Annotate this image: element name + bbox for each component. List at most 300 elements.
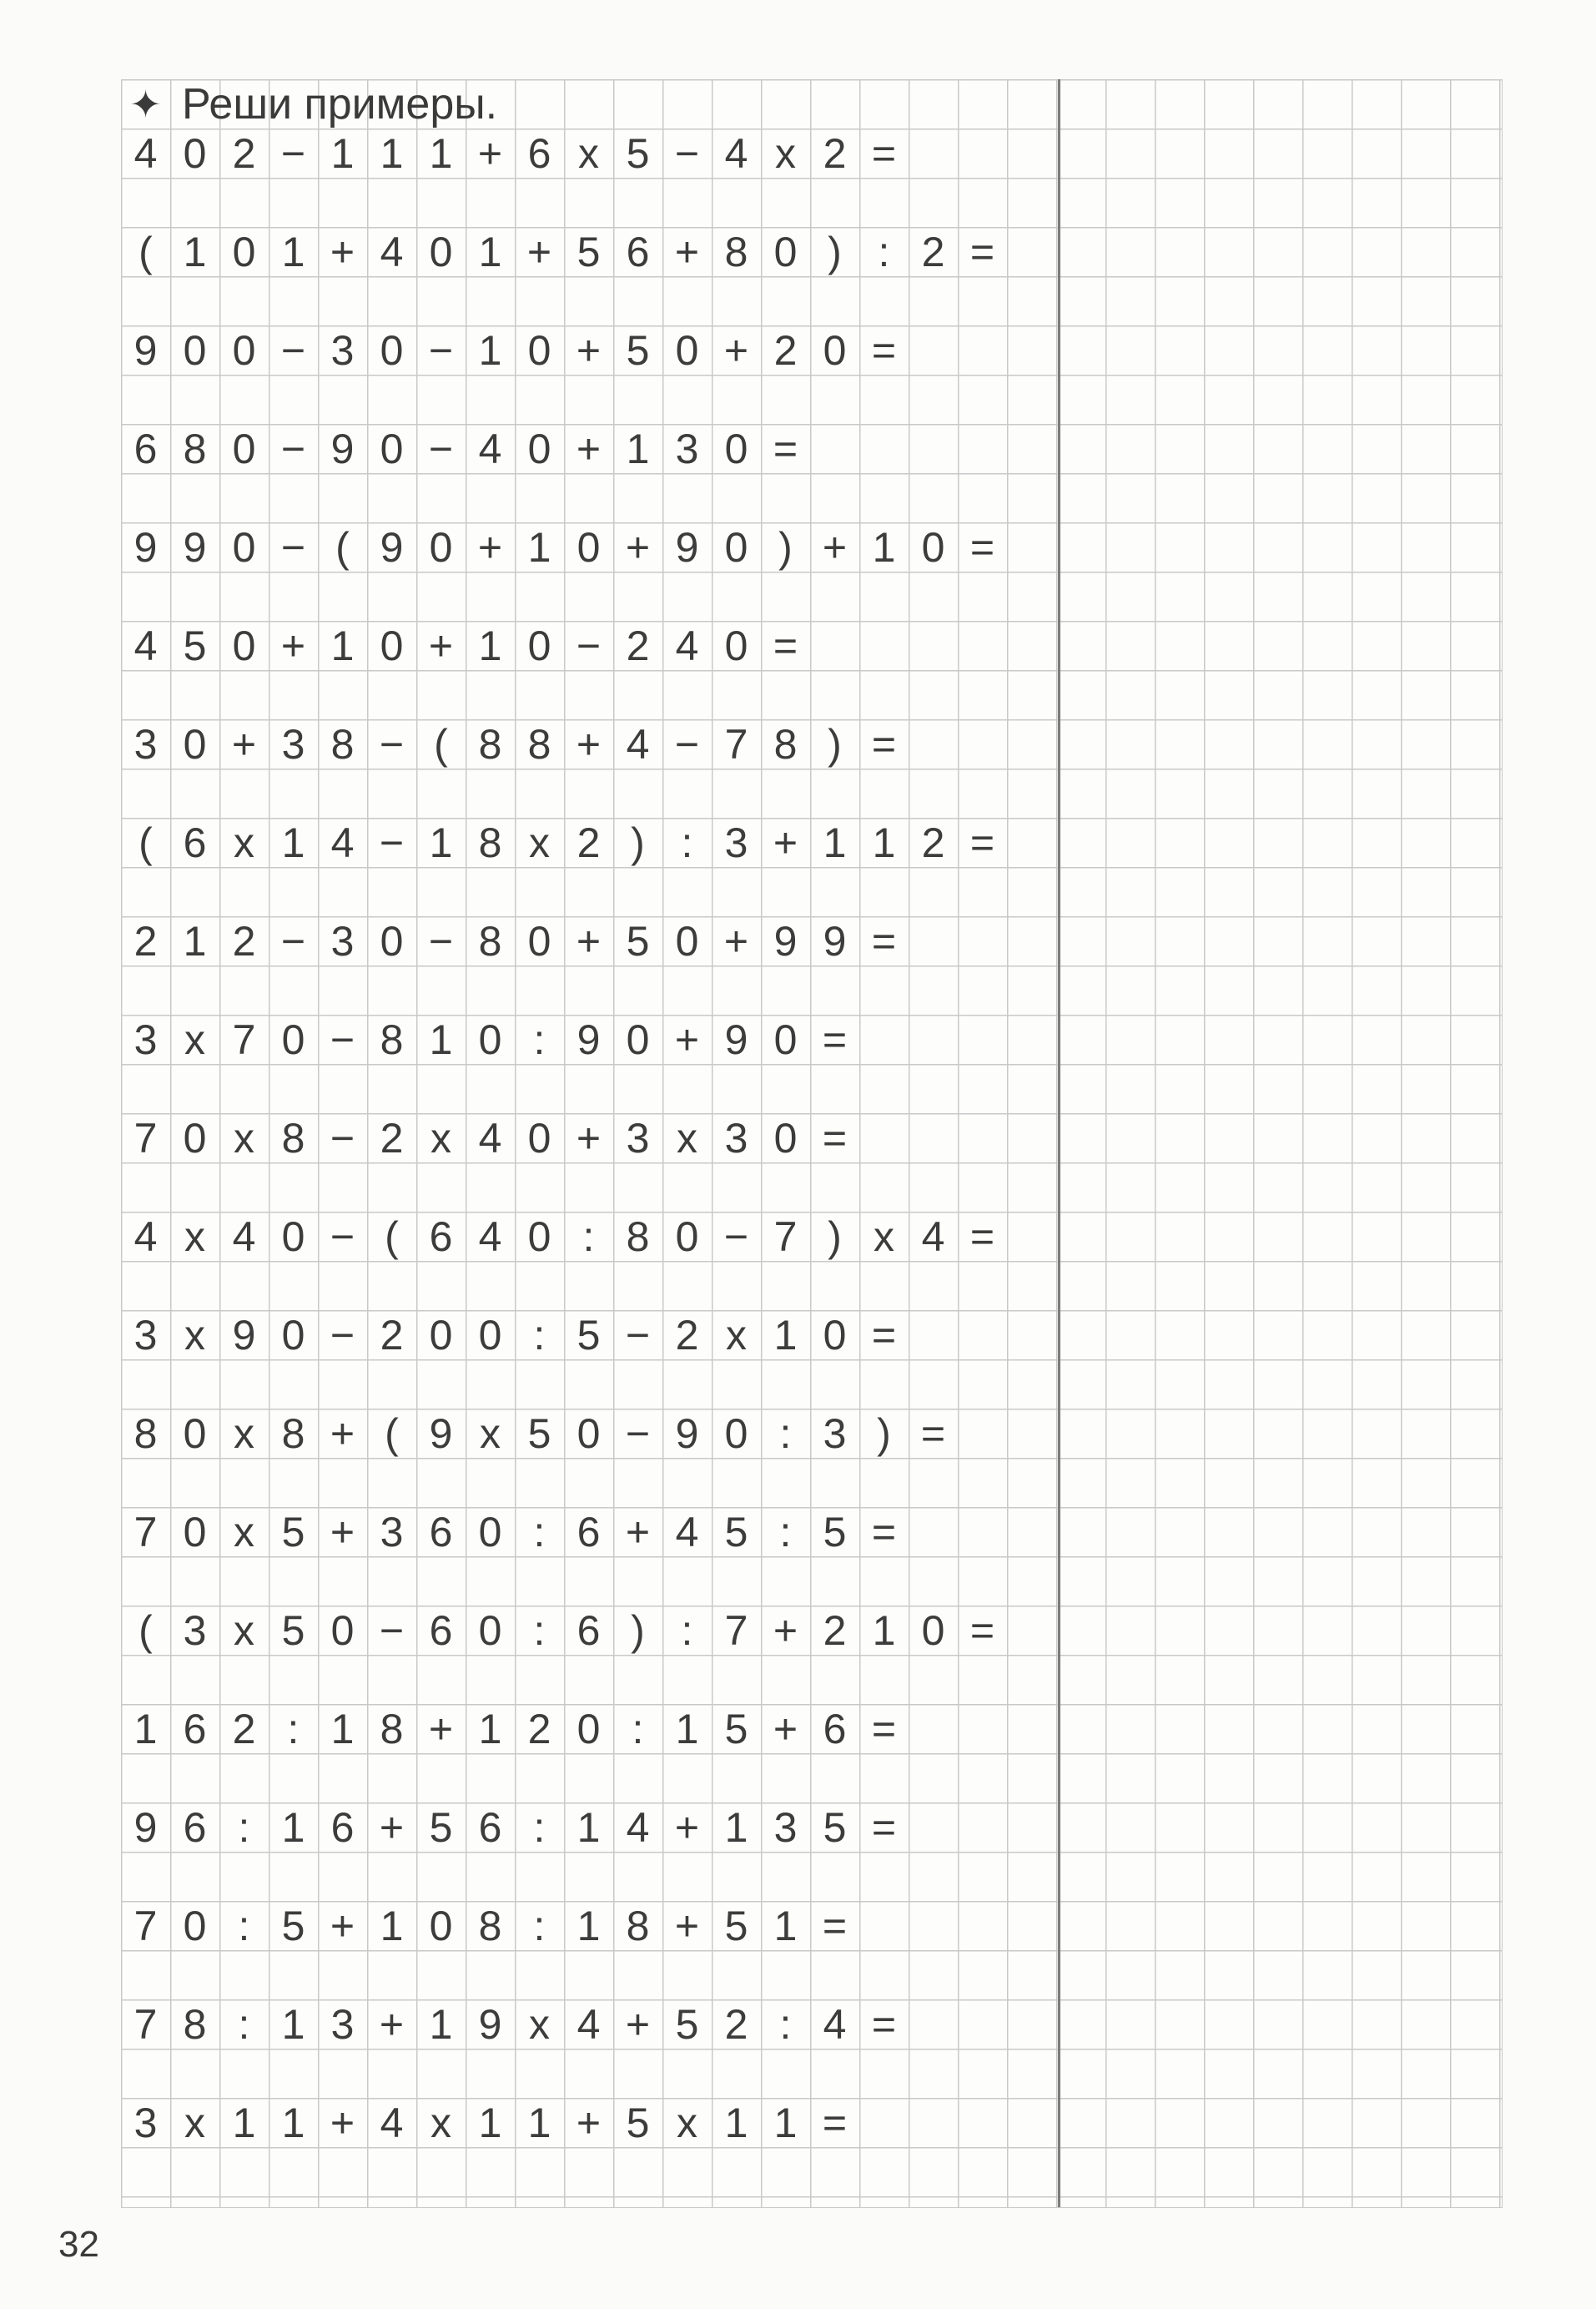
problem-row [121,621,810,670]
problem-char: 0 [429,228,453,275]
problem-char: ) [631,1606,645,1654]
problem-char: : [533,1606,546,1654]
problem-char: = [871,1705,897,1752]
problem-char: 9 [675,1409,699,1457]
problem-char: 9 [330,425,355,472]
problem-char: 6 [576,1508,601,1555]
problem-char: − [428,917,454,965]
problem-char: − [428,425,454,472]
problem-char: 3 [183,1606,207,1654]
problem-char: 1 [330,1705,355,1752]
problem-char: = [871,129,897,177]
problem-char: = [822,1016,848,1063]
problem-char: ) [828,1212,842,1260]
problem-char: − [330,1114,355,1162]
problem-char: x [529,819,550,866]
problem-char: − [674,129,700,177]
problem-char: 0 [183,720,207,768]
problem-char: 5 [626,2099,650,2146]
problem-char: 0 [429,523,453,571]
problem-char: + [576,326,602,374]
problem-char: 8 [478,720,502,768]
problem-char: + [576,917,602,965]
problem-char: 2 [921,819,945,866]
problem-char: 0 [330,1606,355,1654]
problem-char: + [231,720,257,768]
problem-char: 8 [183,2000,207,2048]
problem-char: 9 [133,1803,158,1851]
problem-char: − [674,720,700,768]
problem-char: + [723,917,749,965]
problem-row [121,719,909,769]
problem-char: 6 [576,1606,601,1654]
problem-char: x [430,1114,451,1162]
problem-char: + [330,228,355,275]
problem-char: 0 [724,622,748,669]
problem-char: 0 [281,1016,305,1063]
problem-char: 5 [429,1803,453,1851]
problem-char: 1 [429,1016,453,1063]
problem-char: ) [778,523,793,571]
problem-char: + [773,1705,798,1752]
problem-char: : [533,1803,546,1851]
problem-char: 1 [773,1311,798,1359]
problem-char: + [576,425,602,472]
problem-row [121,1015,859,1064]
problem-char: 9 [773,917,798,965]
problem-char: x [184,1016,205,1063]
problem-row [121,1310,909,1359]
problem-char: 4 [724,129,748,177]
problem-char: 6 [429,1508,453,1555]
problem-char: 5 [183,622,207,669]
problem-char: 1 [872,1606,896,1654]
problem-char: 5 [281,1508,305,1555]
problem-row [121,1999,909,2049]
problem-char: 9 [429,1409,453,1457]
problem-char: 0 [921,1606,945,1654]
problem-char: 7 [133,2000,158,2048]
problem-char: 4 [626,720,650,768]
problem-char: 2 [773,326,798,374]
problem-char: 0 [232,622,256,669]
problem-char: 1 [527,2099,551,2146]
problem-char: = [920,1409,946,1457]
problem-char: 0 [626,1016,650,1063]
problem-char: 1 [576,1803,601,1851]
problem-char: 5 [281,1902,305,1949]
problem-char: + [723,326,749,374]
problem-char: 1 [183,228,207,275]
problem-char: 2 [823,129,847,177]
problem-char: 8 [281,1114,305,1162]
problem-char: 0 [183,326,207,374]
problem-row [121,424,810,473]
instruction-text: Реши примеры. [182,79,498,129]
problem-char: 0 [576,523,601,571]
problem-char: 1 [133,1705,158,1752]
black-four-pointed-star-icon: ✦ [129,82,162,126]
problem-char: 4 [921,1212,945,1260]
problem-char: ( [138,1606,153,1654]
problem-char: 9 [823,917,847,965]
problem-char: x [184,1212,205,1260]
problem-char: 0 [675,917,699,965]
problem-char: + [625,2000,651,2048]
problem-char: 2 [626,622,650,669]
problem-char: 0 [527,1114,551,1162]
problem-char: 5 [724,1705,748,1752]
problem-char: 3 [133,720,158,768]
problem-char: + [428,1705,454,1752]
problem-char: 1 [281,2000,305,2048]
problem-char: x [775,129,796,177]
problem-char: 6 [183,819,207,866]
problem-char: 1 [330,622,355,669]
problem-char: 0 [724,523,748,571]
problem-char: = [871,326,897,374]
problem-char: 1 [281,1803,305,1851]
problem-char: ( [138,819,153,866]
problem-char: 8 [626,1212,650,1260]
problem-char: − [379,720,405,768]
problem-char: : [681,819,693,866]
problem-char: : [238,2000,250,2048]
problem-row [121,818,1007,867]
problem-char: x [677,2099,697,2146]
problem-char: 5 [626,917,650,965]
problem-char: 9 [380,523,404,571]
problem-char: 1 [872,523,896,571]
problem-char: 0 [576,1705,601,1752]
problem-char: 6 [626,228,650,275]
problem-char: 1 [478,228,502,275]
problem-char: = [822,1902,848,1949]
problem-char: 3 [675,425,699,472]
problem-char: 9 [133,326,158,374]
problem-char: 1 [823,819,847,866]
page-number: 32 [58,2224,99,2265]
problem-char: 7 [232,1016,256,1063]
problem-char: 0 [183,1508,207,1555]
problem-char: 0 [183,1114,207,1162]
problem-char: 5 [576,228,601,275]
problem-char: + [526,228,552,275]
problem-char: 5 [724,1902,748,1949]
problem-char: = [871,1508,897,1555]
problem-char: 9 [133,523,158,571]
problem-char: 0 [232,523,256,571]
problem-char: = [822,2099,848,2146]
problem-char: 0 [232,228,256,275]
problem-char: 7 [724,1606,748,1654]
problem-char: 5 [823,1508,847,1555]
problem-char: : [533,1016,546,1063]
problem-char: + [330,1902,355,1949]
problem-char: − [280,425,306,472]
problem-char: 4 [133,1212,158,1260]
problem-char: 7 [724,720,748,768]
problem-char: = [969,228,995,275]
problem-char: ) [828,228,842,275]
problem-char: 0 [380,917,404,965]
problem-char: 5 [823,1803,847,1851]
problem-row [121,325,909,375]
problem-char: 2 [133,917,158,965]
problem-char: 0 [527,1212,551,1260]
problem-char: 1 [330,129,355,177]
problem-char: 1 [724,1803,748,1851]
problem-char: 4 [478,1212,502,1260]
problem-char: x [234,1114,254,1162]
problem-char: 0 [724,1409,748,1457]
problem-row [121,1212,1007,1261]
problem-char: 0 [281,1212,305,1260]
problem-char: 0 [576,1409,601,1457]
problem-char: 5 [576,1311,601,1359]
problem-char: 6 [183,1705,207,1752]
problem-char: 3 [380,1508,404,1555]
problem-char: 0 [281,1311,305,1359]
problem-char: ( [335,523,350,571]
problem-char: 3 [823,1409,847,1457]
problem-char: + [822,523,848,571]
problem-char: + [576,1114,602,1162]
problem-char: − [625,1311,651,1359]
problem-char: 1 [478,326,502,374]
problem-char: x [234,1409,254,1457]
problem-char: 0 [380,326,404,374]
problem-char: 8 [478,1902,502,1949]
problem-char: + [773,1606,798,1654]
problem-char: + [330,2099,355,2146]
problem-char: x [184,1311,205,1359]
problem-char: 6 [823,1705,847,1752]
problem-char: 4 [478,425,502,472]
problem-char: 3 [330,2000,355,2048]
problem-row [121,1704,909,1753]
problem-char: 0 [773,228,798,275]
problem-char: : [779,1409,792,1457]
problem-char: − [280,129,306,177]
problem-char: : [533,1902,546,1949]
problem-char: 2 [232,129,256,177]
problem-char: 1 [576,1902,601,1949]
problem-char: 0 [823,1311,847,1359]
problem-char: 0 [183,1409,207,1457]
problem-char: 0 [773,1114,798,1162]
problem-char: 5 [675,2000,699,2048]
problem-char: 7 [133,1508,158,1555]
problem-char: 9 [675,523,699,571]
problem-char: 2 [380,1114,404,1162]
problem-char: 4 [232,1212,256,1260]
problem-char: : [632,1705,644,1752]
problem-char: = [969,1212,995,1260]
problem-char: 0 [380,622,404,669]
problem-char: + [477,523,503,571]
problem-char: x [480,1409,501,1457]
problem-char: 8 [330,720,355,768]
problem-char: 7 [773,1212,798,1260]
problem-char: 2 [921,228,945,275]
problem-char: − [723,1212,749,1260]
problem-char: 8 [133,1409,158,1457]
problem-row [121,1606,1007,1655]
problem-char: 1 [724,2099,748,2146]
problem-char: 1 [183,917,207,965]
problem-char: 0 [232,425,256,472]
problem-char: 0 [478,1311,502,1359]
problem-char: 5 [626,129,650,177]
problem-char: + [576,2099,602,2146]
problem-char: x [874,1212,894,1260]
problem-char: 8 [281,1409,305,1457]
problem-char: 0 [478,1508,502,1555]
problem-char: 2 [823,1606,847,1654]
problem-char: 6 [330,1803,355,1851]
problem-char: 0 [675,326,699,374]
problem-char: 4 [133,129,158,177]
problem-char: 0 [823,326,847,374]
problem-char: 0 [232,326,256,374]
problem-char: 2 [232,1705,256,1752]
problem-row [121,227,1007,276]
problem-char: : [779,1508,792,1555]
problem-char: 0 [675,1212,699,1260]
problem-char: + [773,819,798,866]
problem-char: 1 [281,819,305,866]
problem-char: 1 [872,819,896,866]
problem-row [121,522,1007,572]
problem-char: ) [631,819,645,866]
problem-char: 8 [724,228,748,275]
problem-char: − [330,1212,355,1260]
problem-char: 0 [527,622,551,669]
problem-char: 4 [330,819,355,866]
problem-char: 0 [724,425,748,472]
problem-char: ( [385,1409,399,1457]
problem-char: : [238,1803,250,1851]
problem-row [121,1409,958,1458]
problem-char: 0 [429,1902,453,1949]
problem-char: − [379,819,405,866]
problem-row [121,916,909,965]
problem-char: ) [828,720,842,768]
problem-row [121,1113,859,1162]
problem-char: = [773,622,798,669]
problem-char: 4 [626,1803,650,1851]
problem-char: 1 [527,523,551,571]
problem-char: : [681,1606,693,1654]
problem-char: 0 [429,1311,453,1359]
problem-row [121,1802,909,1852]
problem-char: + [625,1508,651,1555]
problem-char: 8 [478,917,502,965]
problem-char: 1 [380,1902,404,1949]
problem-char: 5 [281,1606,305,1654]
problem-row [121,129,909,178]
problem-char: = [871,1803,897,1851]
problem-char: 6 [133,425,158,472]
problem-char: − [625,1409,651,1457]
problem-row [121,1507,909,1556]
problem-char: 3 [133,2099,158,2146]
problem-char: 7 [133,1114,158,1162]
problem-char: 0 [921,523,945,571]
problem-char: 0 [183,1902,207,1949]
problem-char: = [871,917,897,965]
problem-char: 9 [478,2000,502,2048]
problem-char: 4 [380,2099,404,2146]
problem-char: 6 [478,1803,502,1851]
problem-char: − [330,1311,355,1359]
problem-char: 4 [576,2000,601,2048]
problem-char: 1 [429,129,453,177]
problem-row [121,2098,859,2147]
problem-char: 4 [380,228,404,275]
problem-char: 9 [576,1016,601,1063]
problem-char: 1 [478,2099,502,2146]
problem-char: x [578,129,599,177]
problem-char: 1 [429,2000,453,2048]
problem-char: − [280,917,306,965]
problem-char: = [969,819,995,866]
problem-char: ) [877,1409,891,1457]
problem-char: 5 [527,1409,551,1457]
problem-char: 6 [527,129,551,177]
problem-char: + [428,622,454,669]
problem-char: − [280,523,306,571]
problem-char: + [330,1409,355,1457]
problem-char: + [379,1803,405,1851]
problem-char: 3 [773,1803,798,1851]
problem-char: + [625,523,651,571]
problem-char: x [234,1606,254,1654]
problem-char: 1 [675,1705,699,1752]
problem-char: 8 [380,1016,404,1063]
problem-char: 8 [773,720,798,768]
problem-char: 8 [527,720,551,768]
problem-char: x [234,1508,254,1555]
problem-char: ( [434,720,448,768]
margin-line [1058,79,1060,2207]
problem-char: − [330,1016,355,1063]
problem-row [121,1901,859,1950]
problem-char: : [878,228,890,275]
problem-char: 2 [232,917,256,965]
problem-char: 2 [380,1311,404,1359]
problem-char: + [330,1508,355,1555]
problem-char: 1 [478,1705,502,1752]
problem-char: 3 [626,1114,650,1162]
problem-char: 4 [478,1114,502,1162]
problem-char: x [430,2099,451,2146]
problem-char: 3 [133,1016,158,1063]
problem-char: ( [138,228,153,275]
problem-char: 1 [281,228,305,275]
problem-char: 0 [527,917,551,965]
problem-char: 0 [527,425,551,472]
problem-char: 4 [675,622,699,669]
problem-char: 0 [183,129,207,177]
problem-char: = [871,1311,897,1359]
problem-char: 1 [626,425,650,472]
problem-char: = [871,720,897,768]
problem-char: = [871,2000,897,2048]
problem-char: + [674,1902,700,1949]
problem-char: 4 [823,2000,847,2048]
